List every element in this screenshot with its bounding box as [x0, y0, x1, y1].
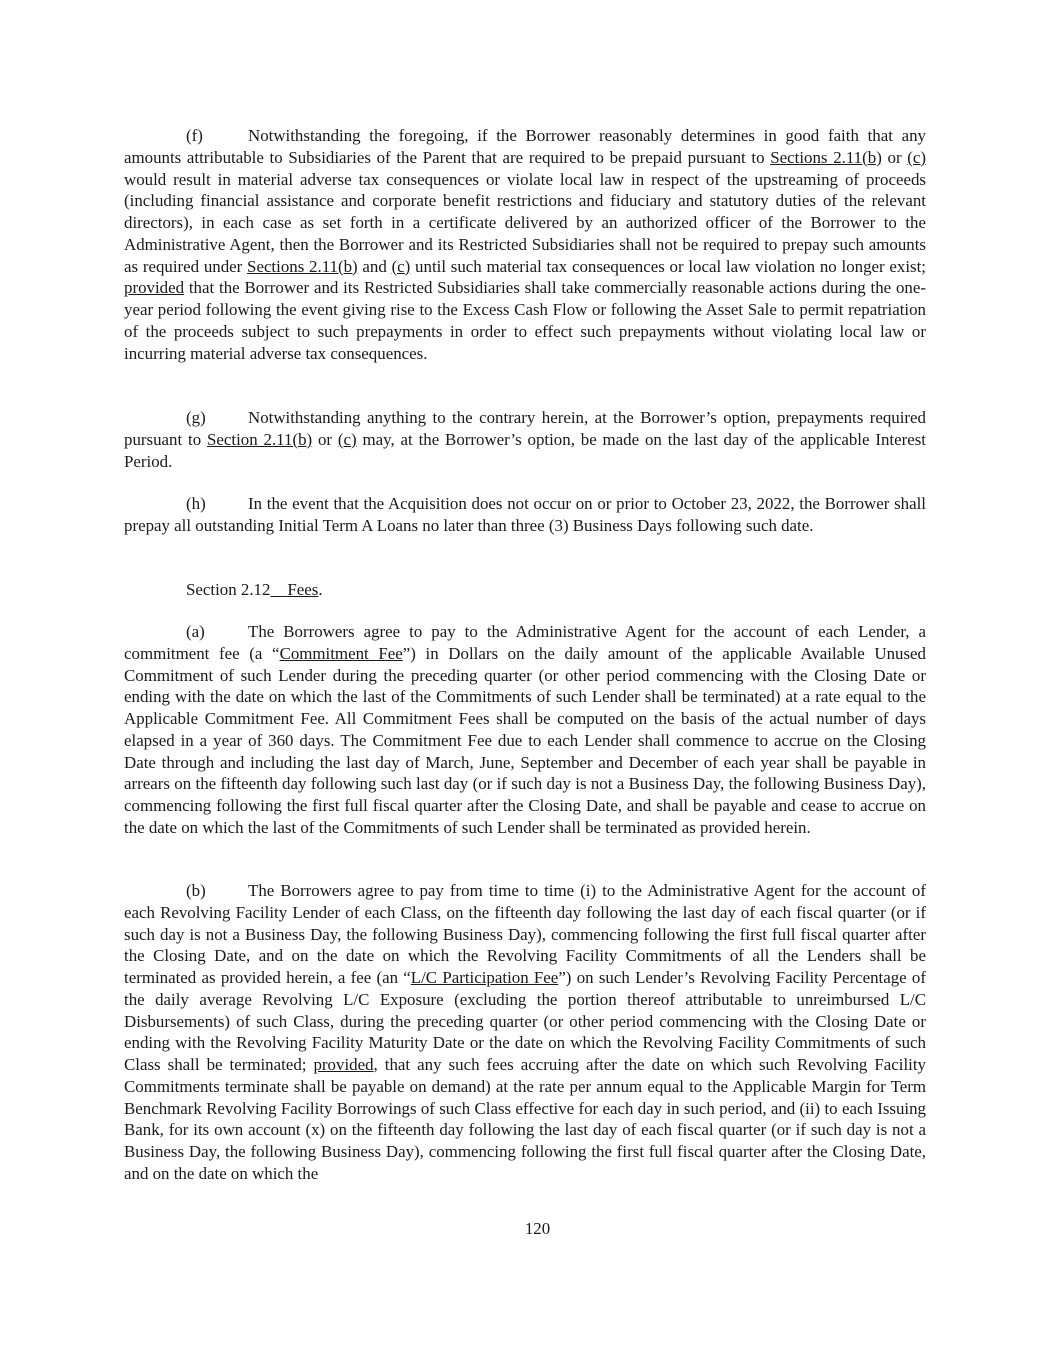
section-gap — [270, 580, 287, 599]
paragraph-label: (f) — [186, 126, 203, 145]
paragraph-label: (h) — [186, 494, 206, 513]
paragraph-label: (b) — [186, 881, 206, 900]
paragraph-text: that the Borrower and its Restricted Subsidiaries shall take commercially reasonable actions during the one-year period following the event giving rise to the Excess Cash Flow or following the Asset Sale to permit repatriation of the proceeds subject to such prepayments in order to effect such prepayments without violating local law or incurring material adverse tax consequences. — [124, 278, 926, 363]
paragraph-text: and — [357, 256, 392, 276]
paragraph-text: The Borrowers agree to pay to the Administrative Agent for the account of each Lender, a commitment fee (a “ — [124, 622, 926, 663]
defined-term: provided — [124, 278, 185, 298]
paragraph-text: until such material tax consequences or local law violation no longer exist; — [410, 256, 926, 276]
defined-term: Commitment Fee — [279, 643, 403, 663]
paragraph-label: (g) — [186, 408, 206, 427]
paragraph-text: The Borrowers agree to pay from time to time (i) to the Administrative Agent for the account of each Revolving Facility Lender of each Class, on the fifteenth day following the last day of each fiscal quarter (or if such day is not a Business Day, the following Business Day), commencing following the first full fiscal quarter after the Closing Date, and on the date on which the Revolving Facility Commitments of all the Lenders shall be terminated as provided herein, a fee (an “ — [124, 881, 926, 987]
paragraph-text: In the event that the Acquisition does not occur on or prior to October 23, 2022, the Borrower shall prepay all outstanding Initial Term A Loans no later than three (3) Business Days following such date. — [124, 494, 926, 535]
page-number: 120 — [524, 1219, 551, 1238]
paragraph-h — [124, 493, 926, 537]
paragraph-label: (a) — [186, 622, 205, 641]
paragraph-text: ”) on such Lender’s Revolving Facility Percentage of the daily average Revolving L/C Exposure (excluding the portion thereof attributable to unreimbursed L/C Disbursements) of such Class, during the preceding quarter (or other period commencing with the Closing Date or ending with the Revolving Facility Maturity Date or the date on which the Revolving Facility Commitments of such Class shall be terminated; — [124, 968, 926, 1074]
paragraph-a — [124, 621, 926, 839]
section-reference: Section 2.11(b) — [207, 429, 313, 449]
paragraph-f — [124, 125, 926, 364]
paragraph-text: or — [312, 429, 338, 449]
section-reference: (c) — [907, 147, 927, 167]
section-number: Section 2.12 — [186, 580, 271, 599]
defined-term: provided — [313, 1055, 374, 1074]
section-heading — [186, 579, 786, 601]
section-title: Fees — [287, 580, 319, 599]
paragraph-text: ”) in Dollars on the daily amount of the applicable Available Unused Commitment of such Lender during the preceding quarter (or other period commencing with the Closing Date or ending with the date on which the last of the Commitments of such Lender shall be terminated) at a rate equal to the Applicable Commitment Fee. All Commitment Fees shall be computed on the basis of the actual number of days elapsed in a year of 360 days. The Commitment Fee due to each Lender shall commence to accrue on the Closing Date through and including the last day of March, June, September and December of each year shall be payable in arrears on the fifteenth day following such last day (or if such day is not a Business Day, the following Business Day), commencing following the first full fiscal quarter after the Closing Date, and shall be payable and cease to accrue on the date on which the last of the Commitments of such Lender shall be terminated as provided herein. — [124, 643, 926, 837]
paragraph-g — [124, 407, 926, 472]
paragraph-b — [124, 880, 926, 1185]
paragraph-text: , that any such fees accruing after the date on which such Revolving Facility Commitments terminate shall be payable on demand) at the rate per annum equal to the Applicable Margin for Term Benchmark Revolving Facility Borrowings of such Class effective for each day in such period, and (ii) to each Issuing Bank, for its own account (x) on the fifteenth day following the last day of each fiscal quarter (or if such day is not a Business Day, the following Business Day), commencing following the first full fiscal quarter after the Closing Date, and on the date on which the — [124, 1055, 926, 1183]
section-reference: Sections 2.11(b) — [770, 147, 882, 167]
paragraph-text: or — [881, 147, 908, 167]
paragraph-text: may, at the Borrower’s option, be made on the last day of the applicable Interest Period. — [124, 429, 926, 471]
section-reference: Sections 2.11(b) — [247, 256, 358, 276]
paragraph-text: Notwithstanding anything to the contrary herein, at the Borrower’s option, prepayments required pursuant to — [124, 408, 926, 449]
defined-term: L/C Participation Fee — [410, 968, 559, 987]
section-reference: (c) — [337, 429, 357, 449]
paragraph-text: would result in material adverse tax consequences or violate local law in respect of the upstreaming of proceeds (including financial assistance and corporate benefit restrictions and fiduciary and statutory duties of the relevant directors), in each case as set forth in a certificate delivered by an authorized officer of the Borrower to the Administrative Agent, then the Borrower and its Restricted Subsidiaries shall not be required to prepay such amounts as required under — [124, 169, 926, 276]
section-title-end: . — [318, 580, 323, 599]
paragraph-text: Notwithstanding the foregoing, if the Borrower reasonably determines in good faith that any amounts attributable to Subsidiaries of the Parent that are required to be prepaid pursuant to — [124, 126, 926, 167]
section-reference: (c) — [391, 256, 411, 276]
